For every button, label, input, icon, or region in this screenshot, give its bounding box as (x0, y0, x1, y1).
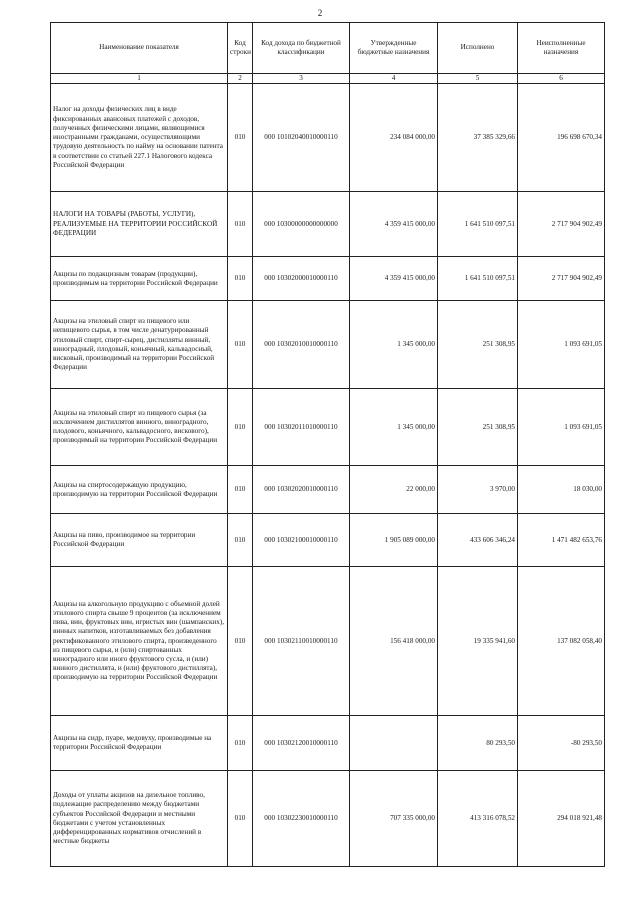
table-row (51, 466, 605, 514)
column-number: 5 (438, 74, 518, 84)
column-number: 1 (51, 74, 228, 84)
row-unexecuted: 1 471 482 653,76 (518, 514, 605, 567)
row-code: 010 (228, 389, 253, 466)
row-approved: 4 359 415 000,00 (350, 192, 438, 257)
header-code-budget: Код дохода по бюджетной классификации (253, 23, 350, 74)
row-executed: 251 308,95 (438, 301, 518, 389)
row-approved: 4 359 415 000,00 (350, 257, 438, 301)
header-executed: Исполнено (438, 23, 518, 74)
row-kbk: 000 10302020010000110 (253, 466, 350, 514)
row-approved: 1 345 000,00 (350, 301, 438, 389)
table-row (51, 567, 605, 716)
row-code: 010 (228, 84, 253, 192)
table-row (51, 301, 605, 389)
row-name: Налог на доходы физических лиц в виде фиксированных авансовых платежей с доходов, полученных физическими лицами, являющимися иностранными гражданами, осуществляющими трудовую деятельность по найму на основании патента в соответствии со статьей 227.1 Налогового кодекса Российской Федерации (51, 84, 228, 192)
row-unexecuted: 2 717 904 902,49 (518, 257, 605, 301)
budget-execution-table (50, 22, 605, 867)
row-kbk: 000 10302230010000110 (253, 771, 350, 867)
row-unexecuted: -80 293,50 (518, 716, 605, 771)
row-name: Акцизы по подакцизным товарам (продукции), производимым на территории Российской Федерации (51, 257, 228, 301)
row-name: Акцизы на этиловый спирт из пищевого или непищевого сырья, в том числе денатурированный этиловый спирт, спирт-сырец, дистилляты винный, виноградный, плодовый, коньячный, кальвадосный, висковый, производимый на территории Российской Федерации (51, 301, 228, 389)
header-name: Наименование показателя (51, 23, 228, 74)
row-unexecuted: 137 082 058,40 (518, 567, 605, 716)
column-number: 2 (228, 74, 253, 84)
row-executed: 251 308,95 (438, 389, 518, 466)
row-executed: 37 385 329,66 (438, 84, 518, 192)
header-row (51, 23, 605, 74)
row-approved: 707 335 000,00 (350, 771, 438, 867)
header-approved: Утвержденные бюджетные назначения (350, 23, 438, 74)
column-number: 4 (350, 74, 438, 84)
table-row (51, 257, 605, 301)
column-number-row (51, 74, 605, 84)
row-kbk: 000 10302010010000110 (253, 301, 350, 389)
row-executed: 3 970,00 (438, 466, 518, 514)
header-unexecuted: Неисполненные назначения (518, 23, 605, 74)
row-code: 010 (228, 466, 253, 514)
row-kbk: 000 10302011010000110 (253, 389, 350, 466)
row-unexecuted: 1 093 691,05 (518, 301, 605, 389)
row-code: 010 (228, 514, 253, 567)
table-row (51, 84, 605, 192)
row-name: Доходы от уплаты акцизов на дизельное топливо, подлежащие распределению между бюджетами субъектов Российской Федерации и местными бюджетами с учетом установленных дифференцированных нормативов отчислений в местные бюджеты (51, 771, 228, 867)
row-code: 010 (228, 716, 253, 771)
row-kbk: 000 10102040010000110 (253, 84, 350, 192)
row-unexecuted: 294 018 921,48 (518, 771, 605, 867)
table-row (51, 192, 605, 257)
row-executed: 19 335 941,60 (438, 567, 518, 716)
row-name: Акцизы на этиловый спирт из пищевого сырья (за исключением дистиллятов винного, виноградного, плодового, коньячного, кальвадосного, вискового), производимый на территории Российской Федерации (51, 389, 228, 466)
row-executed: 1 641 510 097,51 (438, 257, 518, 301)
row-executed: 1 641 510 097,51 (438, 192, 518, 257)
row-code: 010 (228, 301, 253, 389)
row-kbk: 000 10300000000000000 (253, 192, 350, 257)
row-code: 010 (228, 192, 253, 257)
row-executed: 433 606 346,24 (438, 514, 518, 567)
table-row (51, 716, 605, 771)
row-approved: 1 345 000,00 (350, 389, 438, 466)
row-approved (350, 716, 438, 771)
column-number: 3 (253, 74, 350, 84)
row-approved: 22 000,00 (350, 466, 438, 514)
row-approved: 234 084 000,00 (350, 84, 438, 192)
row-kbk: 000 10302100010000110 (253, 514, 350, 567)
column-number: 6 (518, 74, 605, 84)
table-row (51, 514, 605, 567)
row-unexecuted: 196 698 670,34 (518, 84, 605, 192)
header-code-line: Код строки (228, 23, 253, 74)
row-code: 010 (228, 257, 253, 301)
row-code: 010 (228, 567, 253, 716)
row-unexecuted: 2 717 904 902,49 (518, 192, 605, 257)
row-code: 010 (228, 771, 253, 867)
table-row (51, 771, 605, 867)
row-unexecuted: 1 093 691,05 (518, 389, 605, 466)
row-name: Акцизы на алкогольную продукцию с объемной долей этилового спирта свыше 9 процентов (за исключением пива, вин, фруктовых вин, игристых вин (шампанских), винных напитков, изготавливаемых без добавления ректификованного этилового спирта, произведенного из пищевого сырья, и (или) спиртованных виноградного или иного фруктового сусла, и (или) винного дистиллята, и (или) фруктового дистиллята), производимую на территории Российской Федерации (51, 567, 228, 716)
row-approved: 156 418 000,00 (350, 567, 438, 716)
row-name: НАЛОГИ НА ТОВАРЫ (РАБОТЫ, УСЛУГИ), РЕАЛИЗУЕМЫЕ НА ТЕРРИТОРИИ РОССИЙСКОЙ ФЕДЕРАЦИИ (51, 192, 228, 257)
table-row (51, 389, 605, 466)
row-name: Акцизы на пиво, производимое на территории Российской Федерации (51, 514, 228, 567)
row-kbk: 000 10302000010000110 (253, 257, 350, 301)
row-name: Акцизы на спиртосодержащую продукцию, производимую на территории Российской Федерации (51, 466, 228, 514)
row-kbk: 000 10302110010000110 (253, 567, 350, 716)
row-executed: 413 316 078,52 (438, 771, 518, 867)
page-number: 2 (317, 8, 323, 18)
row-approved: 1 905 089 000,00 (350, 514, 438, 567)
row-unexecuted: 18 030,00 (518, 466, 605, 514)
row-kbk: 000 10302120010000110 (253, 716, 350, 771)
row-executed: 80 293,50 (438, 716, 518, 771)
row-name: Акцизы на сидр, пуаре, медовуху, производимые на территории Российской Федерации (51, 716, 228, 771)
